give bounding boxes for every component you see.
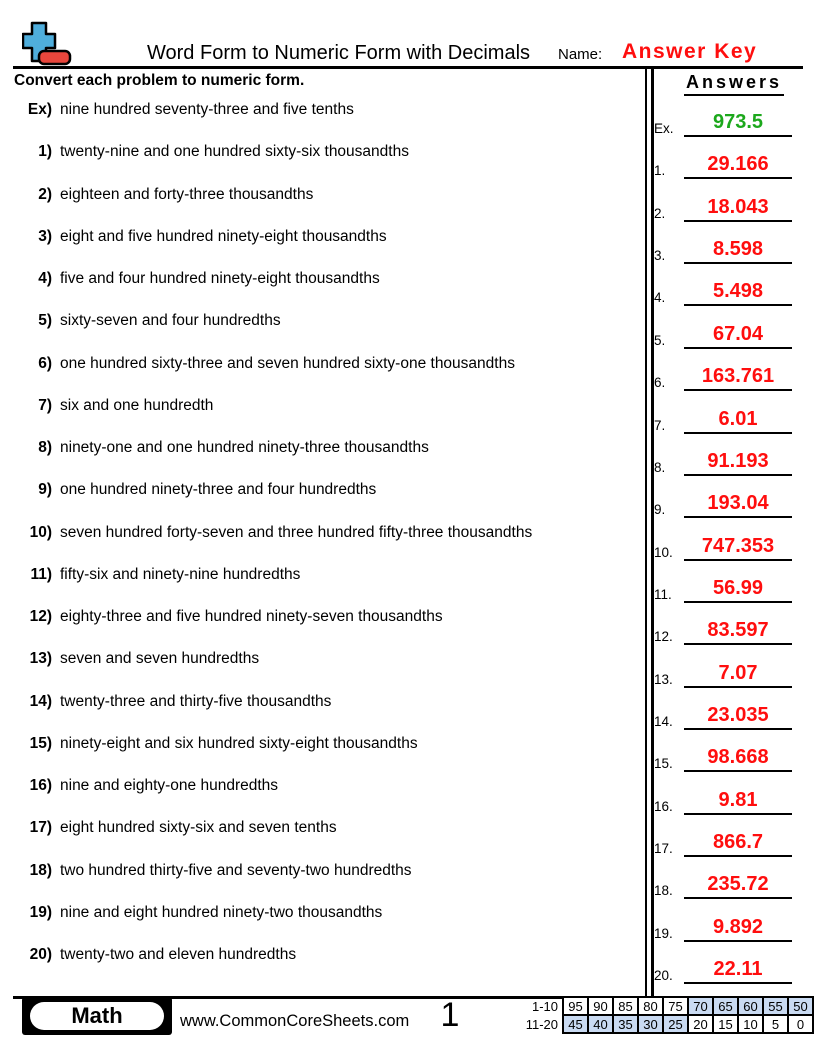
answer-row-5 bbox=[654, 322, 804, 349]
score-cell: 65 bbox=[713, 997, 738, 1015]
answer-row-4 bbox=[654, 279, 804, 306]
answer-row-15 bbox=[654, 745, 804, 772]
name-value-answer-key: Answer Key bbox=[622, 40, 758, 63]
answer-number: 12. bbox=[654, 629, 673, 644]
problem-number: 20) bbox=[29, 946, 52, 963]
subject-label: Math bbox=[30, 1002, 164, 1030]
problem-text: seven and seven hundredths bbox=[60, 650, 260, 667]
answer-value: 7.07 bbox=[684, 661, 792, 688]
plus-minus-logo-icon bbox=[22, 21, 78, 69]
answer-value: 18.043 bbox=[684, 195, 792, 222]
answer-row-8 bbox=[654, 449, 804, 476]
answer-value: 9.892 bbox=[684, 915, 792, 942]
score-table bbox=[562, 996, 814, 1034]
score-cell: 85 bbox=[613, 997, 638, 1015]
problem-number: 18) bbox=[29, 862, 52, 879]
answer-row-14 bbox=[654, 703, 804, 730]
problem-row-7 bbox=[8, 397, 638, 417]
problem-text: nine and eighty-one hundredths bbox=[60, 777, 279, 794]
answer-value: 866.7 bbox=[684, 830, 792, 857]
problem-number: 1) bbox=[38, 143, 52, 160]
problem-text: nine and eight hundred ninety-two thousandths bbox=[60, 904, 383, 921]
problem-number: 14) bbox=[29, 693, 52, 710]
answer-row-18 bbox=[654, 872, 804, 899]
answer-row-20 bbox=[654, 957, 804, 984]
score-cell: 75 bbox=[663, 997, 688, 1015]
answer-number: 4. bbox=[654, 290, 666, 305]
instructions-text: Convert each problem to numeric form. bbox=[14, 72, 305, 89]
website-url: www.CommonCoreSheets.com bbox=[180, 1012, 410, 1030]
problem-number: 8) bbox=[38, 439, 52, 456]
problem-row-3 bbox=[8, 228, 638, 248]
answer-value: 163.761 bbox=[684, 364, 792, 391]
answer-value: 83.597 bbox=[684, 618, 792, 645]
answer-value: 973.5 bbox=[684, 110, 792, 137]
problem-row-6 bbox=[8, 355, 638, 375]
problem-text: seven hundred forty-seven and three hundred fifty-three thousandths bbox=[60, 524, 533, 541]
answer-value: 5.498 bbox=[684, 279, 792, 306]
answers-column-heading: Answers bbox=[656, 72, 812, 96]
problem-number: 17) bbox=[29, 819, 52, 836]
answer-number: 20. bbox=[654, 968, 673, 983]
answer-number: 14. bbox=[654, 714, 673, 729]
problem-row-11 bbox=[8, 566, 638, 586]
answer-value: 29.166 bbox=[684, 152, 792, 179]
problem-text: eighty-three and five hundred ninety-seven thousandths bbox=[60, 608, 443, 625]
problem-row-2 bbox=[8, 186, 638, 206]
problem-number: 9) bbox=[38, 481, 52, 498]
problem-number: 13) bbox=[29, 650, 52, 667]
score-row1-label: 1-10 bbox=[531, 999, 558, 1014]
answer-number: 13. bbox=[654, 672, 673, 687]
answer-value: 235.72 bbox=[684, 872, 792, 899]
answer-number: Ex. bbox=[654, 121, 674, 136]
subject-badge bbox=[22, 997, 172, 1035]
score-cell: 90 bbox=[588, 997, 613, 1015]
problem-text: fifty-six and ninety-nine hundredths bbox=[60, 566, 301, 583]
page-title: Word Form to Numeric Form with Decimals bbox=[147, 42, 531, 64]
problem-row-16 bbox=[8, 777, 638, 797]
problem-text: eight and five hundred ninety-eight thousandths bbox=[60, 228, 387, 245]
answer-value: 8.598 bbox=[684, 237, 792, 264]
problem-number: 16) bbox=[29, 777, 52, 794]
answer-value: 91.193 bbox=[684, 449, 792, 476]
problem-text: sixty-seven and four hundredths bbox=[60, 312, 281, 329]
answer-row-ex bbox=[654, 110, 804, 137]
answer-value: 56.99 bbox=[684, 576, 792, 603]
problem-row-14 bbox=[8, 693, 638, 713]
answer-value: 9.81 bbox=[684, 788, 792, 815]
answer-value: 747.353 bbox=[684, 534, 792, 561]
problem-row-9 bbox=[8, 481, 638, 501]
score-cell: 20 bbox=[688, 1015, 713, 1033]
answer-row-10 bbox=[654, 534, 804, 561]
score-cell: 80 bbox=[638, 997, 663, 1015]
answer-row-17 bbox=[654, 830, 804, 857]
score-cell: 25 bbox=[663, 1015, 688, 1033]
answer-number: 19. bbox=[654, 926, 673, 941]
answer-number: 16. bbox=[654, 799, 673, 814]
problem-row-5 bbox=[8, 312, 638, 332]
score-cell: 50 bbox=[788, 997, 813, 1015]
problem-text: ninety-one and one hundred ninety-three thousandths bbox=[60, 439, 429, 456]
problem-number: 19) bbox=[29, 904, 52, 921]
problem-number: 10) bbox=[29, 524, 52, 541]
answer-row-1 bbox=[654, 152, 804, 179]
answer-number: 15. bbox=[654, 756, 673, 771]
problem-text: nine hundred seventy-three and five tenths bbox=[60, 101, 354, 118]
answer-number: 10. bbox=[654, 545, 673, 560]
score-cell: 5 bbox=[763, 1015, 788, 1033]
problem-text: ninety-eight and six hundred sixty-eight thousandths bbox=[60, 735, 418, 752]
problem-number: 11) bbox=[30, 566, 52, 583]
problem-number: 7) bbox=[38, 397, 52, 414]
score-cell: 10 bbox=[738, 1015, 763, 1033]
answer-number: 9. bbox=[654, 502, 666, 517]
answer-value: 193.04 bbox=[684, 491, 792, 518]
answer-row-2 bbox=[654, 195, 804, 222]
answer-row-19 bbox=[654, 915, 804, 942]
score-cell: 70 bbox=[688, 997, 713, 1015]
answer-number: 17. bbox=[654, 841, 673, 856]
score-cell: 45 bbox=[563, 1015, 588, 1033]
problem-text: five and four hundred ninety-eight thousandths bbox=[60, 270, 380, 287]
problem-row-ex bbox=[8, 101, 638, 121]
answer-row-6 bbox=[654, 364, 804, 391]
score-cell: 15 bbox=[713, 1015, 738, 1033]
answer-row-16 bbox=[654, 788, 804, 815]
problem-text: eighteen and forty-three thousandths bbox=[60, 186, 314, 203]
page-number: 1 bbox=[440, 996, 460, 1034]
name-label: Name: bbox=[558, 46, 603, 63]
problem-text: twenty-two and eleven hundredths bbox=[60, 946, 297, 963]
score-cell: 30 bbox=[638, 1015, 663, 1033]
answer-number: 18. bbox=[654, 883, 673, 898]
problem-text: two hundred thirty-five and seventy-two hundredths bbox=[60, 862, 412, 879]
answer-number: 8. bbox=[654, 460, 666, 475]
answer-row-7 bbox=[654, 407, 804, 434]
problem-row-19 bbox=[8, 904, 638, 924]
problem-text: twenty-nine and one hundred sixty-six thousandths bbox=[60, 143, 409, 160]
problem-number: 12) bbox=[29, 608, 52, 625]
problem-row-17 bbox=[8, 819, 638, 839]
problem-row-18 bbox=[8, 862, 638, 882]
problem-row-8 bbox=[8, 439, 638, 459]
problem-number: Ex) bbox=[27, 101, 52, 118]
score-cell: 35 bbox=[613, 1015, 638, 1033]
problem-text: one hundred ninety-three and four hundredths bbox=[60, 481, 377, 498]
score-cell: 60 bbox=[738, 997, 763, 1015]
column-divider-thin-line bbox=[645, 66, 647, 997]
answer-row-3 bbox=[654, 237, 804, 264]
answer-value: 6.01 bbox=[684, 407, 792, 434]
answer-number: 2. bbox=[654, 206, 666, 221]
answer-value: 98.668 bbox=[684, 745, 792, 772]
answer-value: 67.04 bbox=[684, 322, 792, 349]
answer-number: 11. bbox=[654, 587, 672, 602]
answer-number: 6. bbox=[654, 375, 666, 390]
answer-row-11 bbox=[654, 576, 804, 603]
answer-number: 3. bbox=[654, 248, 666, 263]
answer-row-12 bbox=[654, 618, 804, 645]
problem-number: 15) bbox=[29, 735, 52, 752]
problem-text: one hundred sixty-three and seven hundred sixty-one thousandths bbox=[60, 355, 515, 372]
answer-value: 22.11 bbox=[684, 957, 792, 984]
problem-row-1 bbox=[8, 143, 638, 163]
score-cell: 55 bbox=[763, 997, 788, 1015]
problem-number: 4) bbox=[38, 270, 52, 287]
problem-text: eight hundred sixty-six and seven tenths bbox=[60, 819, 337, 836]
problem-row-13 bbox=[8, 650, 638, 670]
answer-number: 7. bbox=[654, 418, 666, 433]
header-divider-line bbox=[13, 66, 803, 69]
score-cell: 95 bbox=[563, 997, 588, 1015]
problem-row-15 bbox=[8, 735, 638, 755]
answer-value: 23.035 bbox=[684, 703, 792, 730]
problem-number: 6) bbox=[38, 355, 52, 372]
problem-number: 5) bbox=[38, 312, 52, 329]
score-row2-label: 11-20 bbox=[525, 1017, 558, 1032]
answer-row-9 bbox=[654, 491, 804, 518]
problem-row-20 bbox=[8, 946, 638, 966]
problem-text: six and one hundredth bbox=[60, 397, 214, 414]
problem-number: 2) bbox=[38, 186, 52, 203]
problem-row-12 bbox=[8, 608, 638, 628]
answer-number: 1. bbox=[654, 163, 666, 178]
answer-number: 5. bbox=[654, 333, 666, 348]
answer-row-13 bbox=[654, 661, 804, 688]
score-cell: 40 bbox=[588, 1015, 613, 1033]
problem-text: twenty-three and thirty-five thousandths bbox=[60, 693, 332, 710]
score-cell: 0 bbox=[788, 1015, 813, 1033]
problem-number: 3) bbox=[38, 228, 52, 245]
problem-row-10 bbox=[8, 524, 638, 544]
problem-row-4 bbox=[8, 270, 638, 290]
